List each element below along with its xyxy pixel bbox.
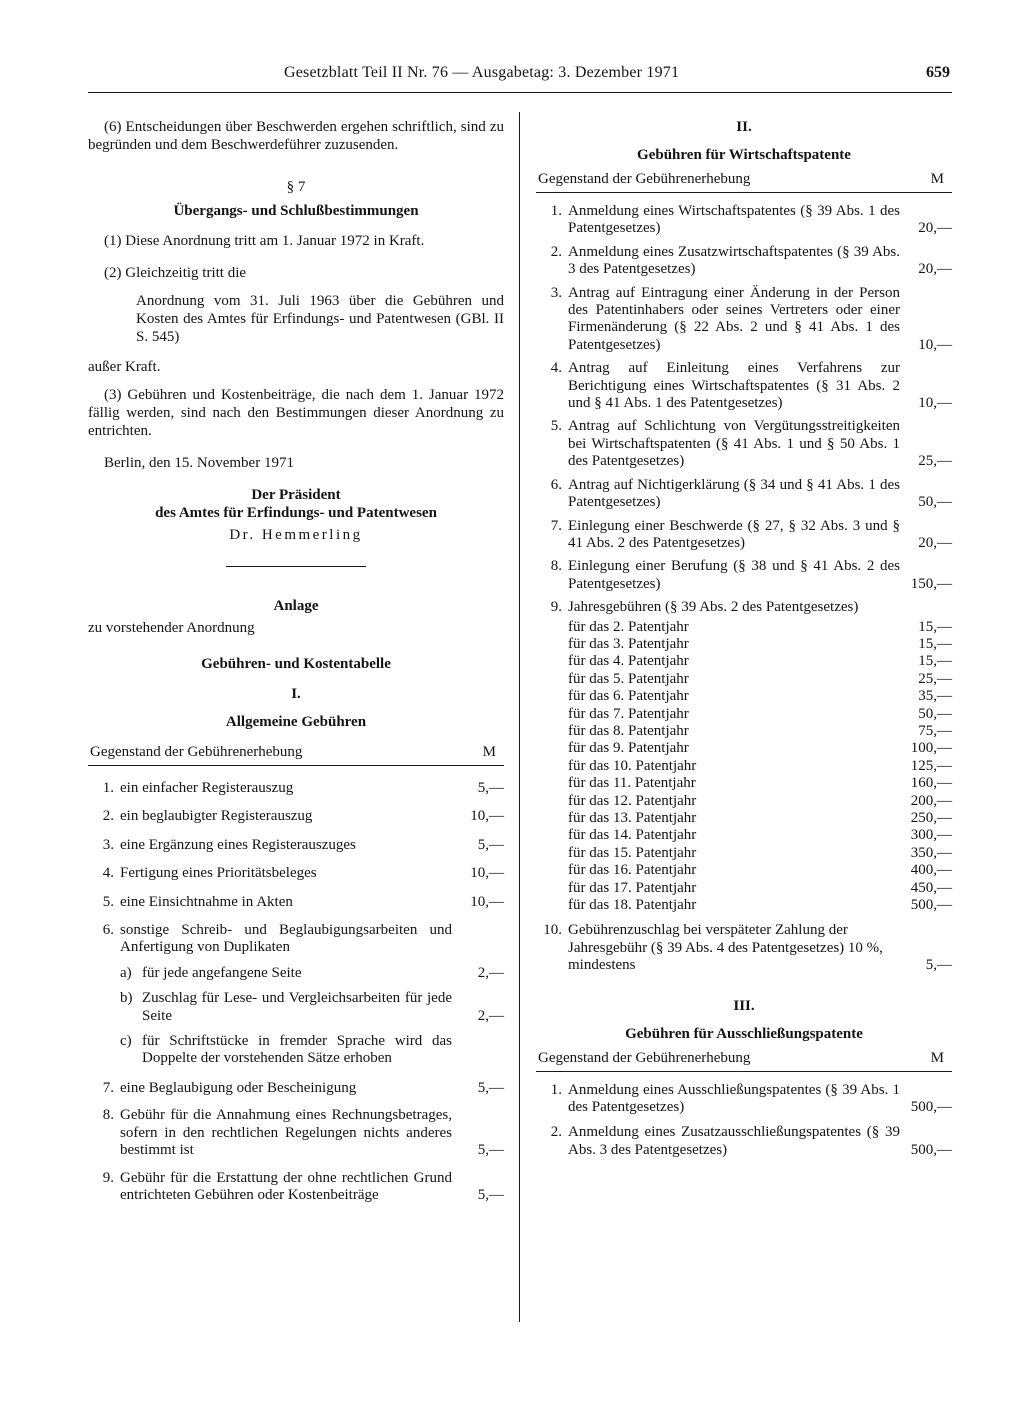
list-item: 6. sonstige Schreib- und Beglaubigungsarbeiten und Anfertigung von Duplikaten	[102, 922, 452, 956]
col-subject-label: Gegenstand der Gebührenerhebung	[538, 1049, 751, 1066]
col-amount-label: M	[482, 744, 496, 760]
col-subject-label: Gegenstand der Gebührenerhebung	[538, 171, 751, 187]
signature-rule	[226, 566, 366, 567]
list-item: 4. Fertigung eines Prioritätsbeleges 10,—	[102, 865, 504, 882]
year-fee-row: für das 5. Patentjahr 25,—	[568, 670, 952, 687]
left-column	[88, 118, 504, 1204]
signer-name: Dr. Hemmerling	[229, 527, 363, 543]
column-divider	[519, 112, 520, 1322]
list-item: 2. Anmeldung eines Zusatzwirtschaftspatentes (§ 39 Abs. 3 des Patentgesetzes) 20,—	[550, 243, 952, 278]
fee-table-title: Gebühren- und Kostentabelle	[201, 656, 391, 672]
list-item: 1. Anmeldung eines Ausschließungspatentes (§ 39 Abs. 1 des Patentgesetzes) 500,—	[550, 1081, 952, 1116]
list-item: 4. Antrag auf Einleitung eines Verfahrens zur Berichtigung eines Wirtschaftspatentes (§ 31 Abs. 2 und § 41 Abs. 1 des Patentgesetzes) 10,—	[550, 360, 952, 412]
table-header-1	[88, 743, 504, 766]
list-item: 2. ein beglaubigter Registerauszug 10,—	[102, 808, 504, 825]
list-item: 8. Gebühr für die Annahmung eines Rechnungsbetrages, sofern in den rechtlichen Regelungen nichts anderes bestimmt ist 5,—	[102, 1107, 504, 1159]
table-header-3	[536, 1049, 952, 1072]
part-3-number: III.	[733, 997, 755, 1014]
year-fee-row: für das 6. Patentjahr 35,—	[568, 688, 952, 705]
col-subject-label: Gegenstand der Gebührenerhebung	[90, 744, 303, 760]
col-amount-label: M	[930, 1049, 944, 1066]
list-item: 10. Gebührenzuschlag bei verspäteter Zahlung der Jahresgebühr (§ 39 Abs. 4 des Patentgesetzes) 10 %, mindestens 5,—	[543, 922, 952, 974]
list-item: 8. Einlegung einer Berufung (§ 38 und § 41 Abs. 2 des Patentgesetzes) 150,—	[550, 558, 952, 592]
paragraph-2-end: außer Kraft.	[88, 359, 161, 375]
part-2-title: Gebühren für Wirtschaftspatente	[637, 147, 851, 163]
list-item: 2. Anmeldung eines Zusatzausschließungspatentes (§ 39 Abs. 3 des Patentgesetzes) 500,—	[550, 1124, 952, 1158]
section-number: § 7	[286, 179, 306, 195]
year-fee-row: für das 15. Patentjahr 350,—	[568, 844, 952, 861]
list-item: 9. Gebühr für die Erstattung der ohne rechtlichen Grund entrichteten Gebühren oder Kostenbeiträge 5,—	[102, 1169, 504, 1203]
year-fee-row: für das 14. Patentjahr 300,—	[568, 827, 952, 844]
year-fee-row: für das 10. Patentjahr 125,—	[568, 757, 952, 774]
year-fee-row: für das 3. Patentjahr 15,—	[568, 635, 952, 652]
year-fee-row: für das 11. Patentjahr 160,—	[568, 775, 952, 792]
year-fee-row: für das 2. Patentjahr 15,—	[568, 618, 952, 635]
paragraph-1: (1) Diese Anordnung tritt am 1. Januar 1972 in Kraft.	[104, 233, 425, 249]
part-3-title: Gebühren für Ausschließungspatente	[625, 1025, 863, 1042]
year-fee-row: für das 4. Patentjahr 15,—	[568, 653, 952, 670]
patent-fees-list	[536, 203, 952, 975]
list-item: 6. Antrag auf Nichtigerklärung (§ 34 und § 41 Abs. 1 des Patentgesetzes) 50,—	[550, 476, 952, 511]
signer-title-2: des Amtes für Erfindungs- und Patentwesen	[155, 505, 437, 521]
annual-fees	[536, 619, 952, 915]
sub-item: a) für jede angefangene Seite 2,—	[120, 964, 504, 981]
list-item: 5. eine Einsichtnahme in Akten 10,—	[102, 893, 504, 910]
page-number: 659	[926, 64, 950, 81]
place-date: Berlin, den 15. November 1971	[104, 455, 294, 471]
year-fee-row: für das 13. Patentjahr 250,—	[568, 810, 952, 826]
sub-item: b) Zuschlag für Lese- und Vergleichsarbeiten für jede Seite 2,—	[120, 990, 504, 1024]
part-1-number: I.	[291, 686, 301, 702]
list-item: 3. eine Ergänzung eines Registerauszuges 5,—	[102, 836, 504, 853]
paragraph-2-intro: (2) Gleichzeitig tritt die	[104, 265, 247, 281]
list-item: 3. Antrag auf Eintragung einer Änderung in der Person des Patentinhabers oder seines Vertreters oder einer Firmenänderung (§ 22 Abs. 2 und § 41 Abs. 1 des Patentgesetzes) 10,—	[550, 284, 952, 353]
year-fee-row: für das 12. Patentjahr 200,—	[568, 792, 952, 809]
annex-title: Anlage	[273, 598, 319, 614]
year-fee-row: für das 17. Patentjahr 450,—	[568, 879, 952, 896]
right-column	[536, 118, 952, 1159]
signer-title-1: Der Präsident	[251, 487, 341, 503]
list-item: 1. Anmeldung eines Wirtschaftspatentes (§ 39 Abs. 1 des Patentgesetzes) 20,—	[550, 203, 952, 237]
part-2-number: II.	[736, 119, 752, 135]
sub-item: c) für Schriftstücke in fremder Sprache wird das Doppelte der vorstehenden Sätze erhoben	[120, 1033, 452, 1067]
section-title: Übergangs- und Schlußbestimmungen	[173, 203, 419, 219]
year-fee-row: für das 9. Patentjahr 100,—	[568, 740, 952, 757]
year-fee-row: für das 16. Patentjahr 400,—	[568, 862, 952, 879]
table-header-2	[536, 170, 952, 193]
year-fee-row: für das 8. Patentjahr 75,—	[568, 722, 952, 739]
list-item: 7. eine Beglaubigung oder Bescheinigung 5,—	[102, 1079, 504, 1096]
list-item: 1. ein einfacher Registerauszug 5,—	[102, 780, 504, 796]
paragraph-2-quote: Anordnung vom 31. Juli 1963 über die Gebühren und Kosten des Amtes für Erfindungs- und Patentwesen (GBl. II S. 545)	[136, 293, 504, 345]
part-1-title: Allgemeine Gebühren	[225, 714, 367, 730]
header-title: Gesetzblatt Teil II Nr. 76 — Ausgabetag: 3. Dezember 1971	[284, 64, 680, 81]
list-item: 9. Jahresgebühren (§ 39 Abs. 2 des Patentgesetzes)	[550, 599, 859, 616]
exclusion-patent-fees-list	[536, 1082, 952, 1160]
year-fee-row: für das 18. Patentjahr 500,—	[568, 897, 952, 914]
general-fees-list	[88, 780, 504, 1204]
year-fee-row: für das 7. Patentjahr 50,—	[568, 705, 952, 722]
col-amount-label: M	[930, 171, 944, 187]
paragraph-6: (6) Entscheidungen über Beschwerden ergehen schriftlich, sind zu begründen und dem Beschwerdeführer zuzusenden.	[88, 119, 504, 153]
page-header	[88, 62, 952, 93]
list-item: 7. Einlegung einer Beschwerde (§ 27, § 32 Abs. 3 und § 41 Abs. 2 des Patentgesetzes) 20,—	[550, 517, 952, 551]
list-item: 5. Antrag auf Schlichtung von Vergütungsstreitigkeiten bei Wirtschaftspatenten (§ 41 Abs. 1 und § 50 Abs. 1 des Patentgesetzes) 25,—	[550, 418, 952, 470]
annex-subtitle: zu vorstehender Anordnung	[88, 620, 255, 636]
paragraph-3: (3) Gebühren und Kostenbeiträge, die nach dem 1. Januar 1972 fällig werden, sind nach den Bestimmungen dieser Anordnung zu entrichten.	[88, 387, 504, 439]
